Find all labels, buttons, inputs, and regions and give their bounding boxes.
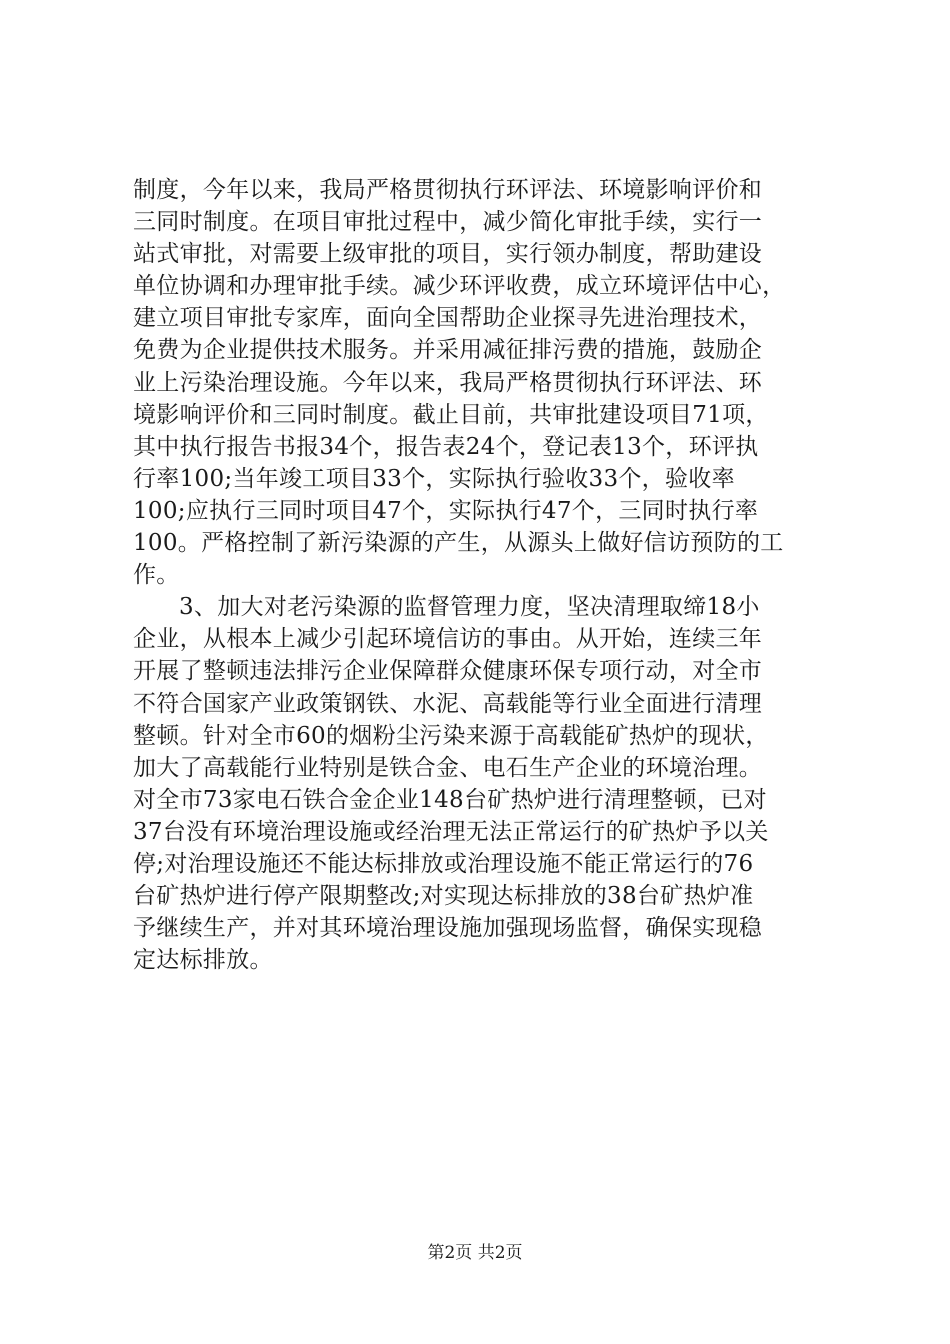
text-line: 开展了整顿违法排污企业保障群众健康环保专项行动，对全市	[133, 658, 763, 685]
text-line: 境影响评价和三同时制度。截止目前，共审批建设项目71项，	[133, 401, 769, 428]
text-line: 其中执行报告书报34个，报告表24个，登记表13个，环评执	[133, 433, 759, 460]
page-number: 第2页 共2页	[427, 1243, 523, 1263]
text-line: 定达标排放。	[133, 947, 273, 974]
text-line: 停;对治理设施还不能达标排放或治理设施不能正常运行的76	[133, 850, 754, 877]
text-line: 加大了高载能行业特别是铁合金、电石生产企业的环境治理。	[133, 754, 763, 781]
document-body	[133, 174, 833, 976]
text-line: 100。严格控制了新污染源的产生，从源头上做好信访预防的工	[133, 530, 784, 557]
text-line: 对全市73家电石铁合金企业148台矿热炉进行清理整顿，已对	[133, 786, 767, 813]
text-line: 制度，今年以来，我局严格贯彻执行环评法、环境影响评价和	[133, 177, 763, 203]
text-line: 整顿。针对全市60的烟粉尘污染来源于高载能矿热炉的现状，	[133, 722, 769, 749]
text-line: 三同时制度。在项目审批过程中，减少简化审批手续，实行一	[133, 209, 763, 236]
text-line: 行率100;当年竣工项目33个，实际执行验收33个，验收率	[133, 465, 735, 492]
text-line: 企业，从根本上减少引起环境信访的事由。从开始，连续三年	[133, 626, 763, 653]
text-line: 不符合国家产业政策钢铁、水泥、高载能等行业全面进行清理	[133, 690, 763, 717]
text-line: 业上污染治理设施。今年以来，我局严格贯彻执行环评法、环	[133, 369, 763, 396]
text-line: 台矿热炉进行停产限期整改;对实现达标排放的38台矿热炉准	[133, 883, 754, 910]
paragraph-1	[133, 174, 833, 591]
page-footer	[0, 1242, 950, 1264]
text-line: 作。	[133, 562, 180, 589]
text-line: 建立项目审批专家库，面向全国帮助企业探寻先进治理技术，	[133, 305, 763, 332]
text-line: 100;应执行三同时项目47个，实际执行47个，三同时执行率	[133, 497, 759, 524]
paragraph-2	[133, 591, 833, 976]
text-line: 予继续生产，并对其环境治理设施加强现场监督，确保实现稳	[133, 915, 763, 942]
text-line: 站式审批，对需要上级审批的项目，实行领办制度，帮助建设	[133, 241, 763, 268]
text-line: 单位协调和办理审批手续。减少环评收费，成立环境评估中心，	[133, 273, 786, 300]
text-line: 37台没有环境治理设施或经治理无法正常运行的矿热炉予以关	[133, 818, 769, 845]
text-line: 免费为企业提供技术服务。并采用减征排污费的措施，鼓励企	[133, 337, 763, 364]
text-line: 3、加大对老污染源的监督管理力度，坚决清理取缔18小	[179, 594, 760, 621]
